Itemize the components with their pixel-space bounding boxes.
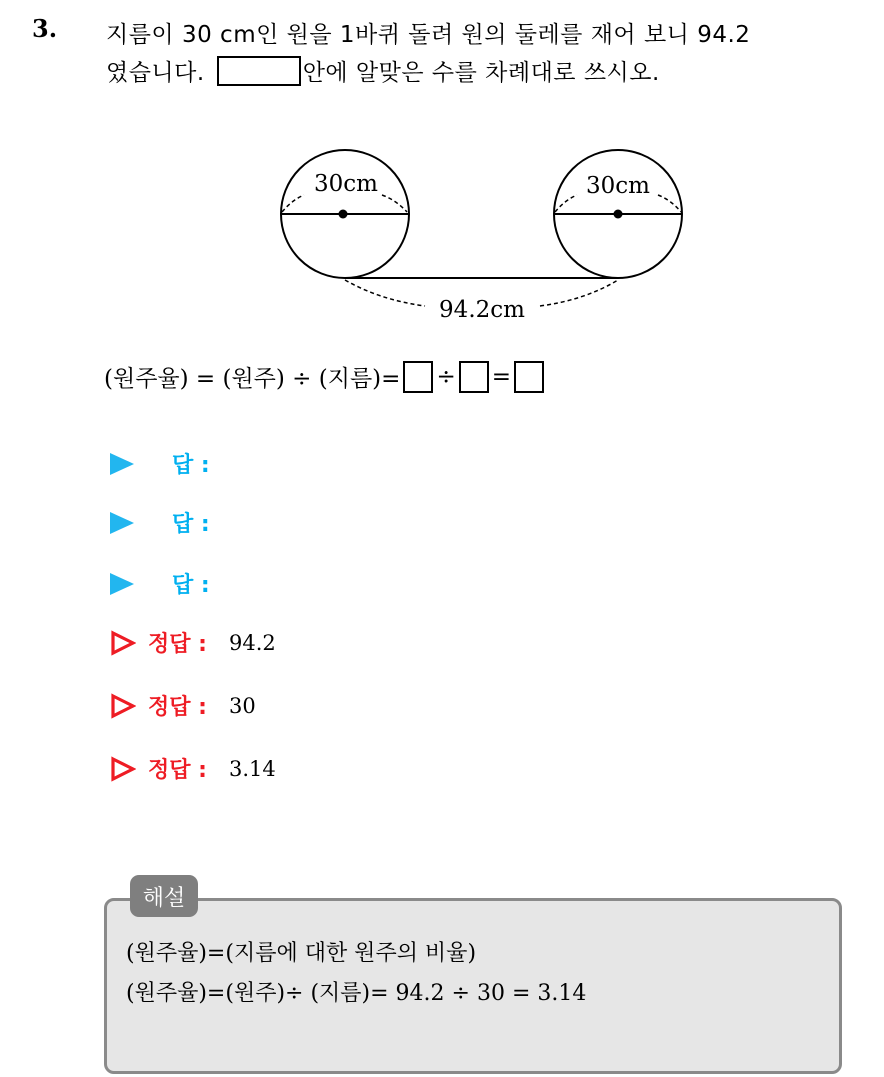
answer-row-1: [110, 448, 210, 479]
formula-blank-2: [459, 361, 489, 393]
question-text-line2: [106, 54, 660, 89]
explanation-line-2: (원주율)=(원주)÷ (지름)= 94.2 ÷ 30 = 3.14: [126, 981, 587, 1006]
formula-equals: =: [491, 363, 511, 390]
outline-triangle-icon: [110, 756, 136, 782]
correct-label: 정답 :: [148, 695, 207, 720]
answer-label: 답 :: [172, 512, 210, 537]
left-diameter-label: 30cm: [314, 171, 378, 197]
correct-label: 정답 :: [148, 758, 207, 783]
left-diameter-brace: [282, 195, 407, 212]
outline-triangle-icon: [110, 693, 136, 719]
formula-blank-1: [403, 361, 433, 393]
formula-blank-3: [514, 361, 544, 393]
ratio-formula: [104, 360, 547, 393]
question-text-before-blank: 였습니다.: [106, 60, 205, 86]
correct-value: 3.14: [228, 756, 276, 781]
play-arrow-icon: [110, 453, 134, 475]
explanation-tag: 해설: [130, 875, 198, 917]
correct-value: 30: [228, 693, 256, 718]
correct-label: 정답 :: [148, 632, 207, 657]
formula-text: (원주율) = (원주) ÷ (지름)=: [104, 366, 401, 392]
play-arrow-icon: [110, 512, 134, 534]
answer-label: 답 :: [172, 573, 210, 598]
answer-row-2: [110, 507, 210, 538]
answer-row-3: [110, 568, 210, 599]
question-text-after-blank: 안에 알맞은 수를 차례대로 쓰시오.: [302, 60, 660, 86]
correct-value: 94.2: [228, 630, 276, 655]
right-diameter-label: 30cm: [586, 173, 650, 199]
correct-row-3: [110, 753, 276, 784]
explanation-line-1: (원주율)=(지름에 대한 원주의 비율): [126, 941, 477, 966]
outline-triangle-icon: [110, 630, 136, 656]
question-text-line1: 지름이 30 cm인 원을 1바퀴 돌려 원의 둘레를 재어 보니 94.2: [106, 22, 751, 48]
correct-row-1: [110, 627, 276, 658]
correct-row-2: [110, 690, 256, 721]
question-number: 3.: [32, 14, 58, 43]
blank-box-icon: [217, 56, 301, 86]
distance-label: 94.2cm: [439, 297, 525, 323]
right-center-dot: [614, 210, 623, 219]
circle-rolling-diagram: [270, 140, 700, 330]
formula-divide: ÷: [436, 363, 456, 390]
left-center-dot: [339, 210, 348, 219]
answer-label: 답 :: [172, 453, 210, 478]
play-arrow-icon: [110, 573, 134, 595]
